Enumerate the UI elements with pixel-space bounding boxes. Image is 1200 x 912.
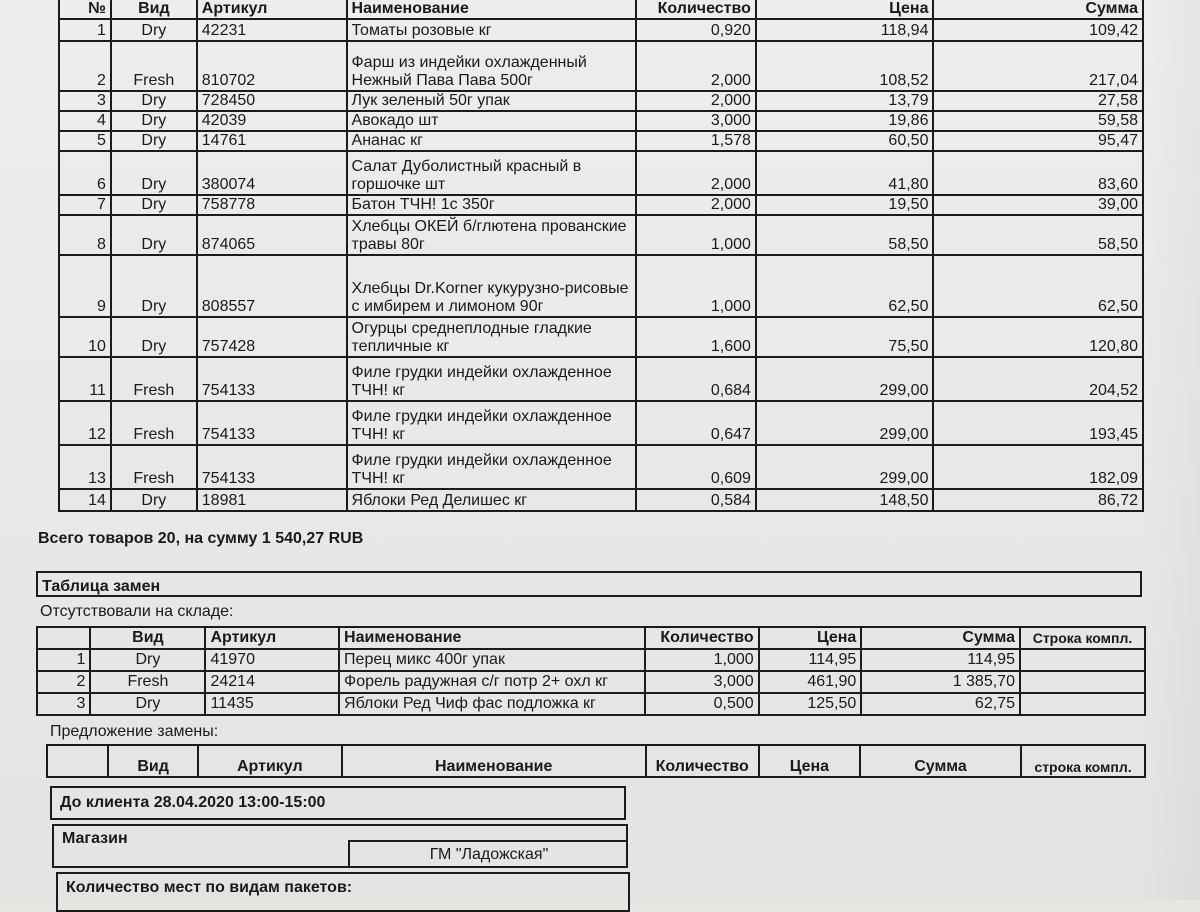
cell-price: 299,00 (756, 401, 934, 445)
cell-qty: 1,000 (636, 215, 756, 255)
cell-price: 19,86 (756, 111, 934, 131)
header-kind: Вид (108, 745, 198, 777)
cell-kind: Dry (111, 19, 197, 41)
cell-line (1020, 671, 1145, 693)
table-row (59, 19, 1143, 41)
cell-kind: Dry (111, 195, 197, 215)
cell-sum: 39,00 (933, 195, 1143, 215)
header-num (47, 745, 108, 777)
cell-article: 24214 (205, 671, 339, 693)
cell-price: 114,95 (759, 649, 862, 671)
cell-name: Ананас кг (347, 131, 636, 151)
cell-num: 12 (59, 401, 111, 445)
table-row (59, 131, 1143, 151)
cell-kind: Fresh (111, 357, 197, 401)
cell-price: 108,52 (756, 41, 934, 91)
paper-shadow (1140, 0, 1200, 900)
cell-article: 754133 (197, 401, 347, 445)
cell-price: 299,00 (756, 445, 934, 489)
cell-line (1020, 693, 1145, 715)
header-num: № (59, 0, 111, 19)
cell-qty: 1,000 (645, 649, 758, 671)
cell-sum: 83,60 (933, 151, 1143, 195)
table-header-row (47, 745, 1145, 777)
cell-price: 60,50 (756, 131, 934, 151)
cell-article: 42039 (197, 111, 347, 131)
cell-kind: Dry (111, 255, 197, 317)
cell-qty: 1,600 (636, 317, 756, 357)
cell-price: 19,50 (756, 195, 934, 215)
cell-sum: 193,45 (933, 401, 1143, 445)
cell-num: 10 (59, 317, 111, 357)
cell-num: 8 (59, 215, 111, 255)
header-line: Строка компл. (1020, 627, 1145, 649)
cell-kind: Dry (111, 131, 197, 151)
cell-kind: Dry (111, 215, 197, 255)
table-row (59, 317, 1143, 357)
cell-name: Батон ТЧН! 1с 350г (347, 195, 636, 215)
cell-name: Хлебцы Dr.Korner кукурузно-рисовые с имбирем и лимоном 90г (347, 255, 636, 317)
header-name: Наименование (339, 627, 645, 649)
cell-kind: Dry (111, 111, 197, 131)
cell-name: Яблоки Ред Делишес кг (347, 489, 636, 511)
cell-article: 41970 (205, 649, 339, 671)
cell-name: Филе грудки индейки охлажденное ТЧН! кг (347, 401, 636, 445)
cell-num: 7 (59, 195, 111, 215)
table-row (59, 445, 1143, 489)
cell-qty: 2,000 (636, 41, 756, 91)
cell-kind: Fresh (111, 401, 197, 445)
cell-article: 42231 (197, 19, 347, 41)
cell-sum: 114,95 (861, 649, 1020, 671)
cell-kind: Fresh (111, 41, 197, 91)
header-qty: Количество (646, 745, 759, 777)
cell-sum: 109,42 (933, 19, 1143, 41)
cell-name: Перец микс 400г упак (339, 649, 645, 671)
cell-article: 728450 (197, 91, 347, 111)
cell-qty: 3,000 (636, 111, 756, 131)
store-box (52, 824, 628, 868)
cell-qty: 0,920 (636, 19, 756, 41)
cell-article: 758778 (197, 195, 347, 215)
cell-price: 118,94 (756, 19, 934, 41)
cell-price: 58,50 (756, 215, 934, 255)
cell-kind: Dry (111, 151, 197, 195)
cell-sum: 58,50 (933, 215, 1143, 255)
absent-items-table (36, 626, 1146, 716)
cell-price: 461,90 (759, 671, 862, 693)
header-article: Артикул (205, 627, 339, 649)
cell-num: 9 (59, 255, 111, 317)
cell-article: 380074 (197, 151, 347, 195)
header-kind: Вид (111, 0, 197, 19)
header-sum: Сумма (933, 0, 1143, 19)
cell-num: 1 (37, 649, 90, 671)
table-row (37, 671, 1145, 693)
cell-num: 11 (59, 357, 111, 401)
cell-article: 754133 (197, 357, 347, 401)
order-items-table (58, 0, 1144, 512)
store-label: Магазин (62, 830, 128, 847)
cell-sum: 95,47 (933, 131, 1143, 151)
cell-price: 41,80 (756, 151, 934, 195)
cell-name: Филе грудки индейки охлажденное ТЧН! кг (347, 357, 636, 401)
cell-price: 62,50 (756, 255, 934, 317)
cell-price: 148,50 (756, 489, 934, 511)
cell-qty: 2,000 (636, 195, 756, 215)
cell-qty: 0,500 (645, 693, 758, 715)
cell-name: Лук зеленый 50г упак (347, 91, 636, 111)
table-row (59, 489, 1143, 511)
cell-name: Хлебцы ОКЕЙ б/глютена прованские травы 80г (347, 215, 636, 255)
cell-name: Авокадо шт (347, 111, 636, 131)
cell-qty: 0,684 (636, 357, 756, 401)
absent-label: Отсутствовали на складе: (40, 603, 234, 620)
cell-article: 757428 (197, 317, 347, 357)
cell-qty: 0,609 (636, 445, 756, 489)
cell-kind: Fresh (111, 445, 197, 489)
cell-name: Томаты розовые кг (347, 19, 636, 41)
cell-sum: 1 385,70 (861, 671, 1020, 693)
cell-qty: 3,000 (645, 671, 758, 693)
cell-name: Огурцы среднеплодные гладкие тепличные кг (347, 317, 636, 357)
cell-sum: 182,09 (933, 445, 1143, 489)
cell-qty: 2,000 (636, 151, 756, 195)
header-name: Наименование (342, 745, 646, 777)
cell-line (1020, 649, 1145, 671)
header-price: Цена (759, 627, 862, 649)
table-row (59, 91, 1143, 111)
table-row (59, 195, 1143, 215)
cell-num: 1 (59, 19, 111, 41)
cell-qty: 0,584 (636, 489, 756, 511)
cell-num: 6 (59, 151, 111, 195)
cell-kind: Dry (111, 489, 197, 511)
cell-sum: 27,58 (933, 91, 1143, 111)
cell-sum: 86,72 (933, 489, 1143, 511)
cell-article: 14761 (197, 131, 347, 151)
offer-table (46, 744, 1146, 778)
cell-qty: 2,000 (636, 91, 756, 111)
cell-article: 810702 (197, 41, 347, 91)
cell-sum: 62,75 (861, 693, 1020, 715)
table-row (59, 151, 1143, 195)
cell-qty: 1,578 (636, 131, 756, 151)
table-row (37, 693, 1145, 715)
cell-price: 125,50 (759, 693, 862, 715)
cell-article: 11435 (205, 693, 339, 715)
cell-article: 754133 (197, 445, 347, 489)
cell-num: 3 (37, 693, 90, 715)
table-row (59, 357, 1143, 401)
order-total: Всего товаров 20, на сумму 1 540,27 RUB (38, 530, 364, 547)
table-row (37, 649, 1145, 671)
header-price: Цена (756, 0, 934, 19)
header-article: Артикул (198, 745, 342, 777)
cell-num: 3 (59, 91, 111, 111)
header-price: Цена (759, 745, 860, 777)
header-name: Наименование (347, 0, 636, 19)
cell-qty: 1,000 (636, 255, 756, 317)
cell-article: 874065 (197, 215, 347, 255)
header-sum: Сумма (861, 627, 1020, 649)
cell-num: 2 (59, 41, 111, 91)
table-row (59, 255, 1143, 317)
header-kind: Вид (90, 627, 205, 649)
cell-price: 299,00 (756, 357, 934, 401)
cell-price: 13,79 (756, 91, 934, 111)
cell-price: 75,50 (756, 317, 934, 357)
header-line: строка компл. (1021, 745, 1145, 777)
cell-kind: Dry (111, 317, 197, 357)
cell-name: Фарш из индейки охлажденный Нежный Пава Пава 500г (347, 41, 636, 91)
header-article: Артикул (197, 0, 347, 19)
cell-name: Салат Дуболистный красный в горшочке шт (347, 151, 636, 195)
cell-article: 808557 (197, 255, 347, 317)
client-delivery-time: До клиента 28.04.2020 13:00-15:00 (50, 786, 626, 820)
cell-qty: 0,647 (636, 401, 756, 445)
cell-kind: Dry (111, 91, 197, 111)
cell-kind: Fresh (90, 671, 205, 693)
cell-num: 4 (59, 111, 111, 131)
cell-sum: 217,04 (933, 41, 1143, 91)
cell-kind: Dry (90, 649, 205, 671)
places-count: Количество мест по видам пакетов: (56, 872, 630, 912)
table-header-row (37, 627, 1145, 649)
cell-sum: 120,80 (933, 317, 1143, 357)
cell-name: Яблоки Ред Чиф фас подложка кг (339, 693, 645, 715)
cell-num: 14 (59, 489, 111, 511)
cell-num: 2 (37, 671, 90, 693)
cell-sum: 62,50 (933, 255, 1143, 317)
table-row (59, 215, 1143, 255)
cell-article: 18981 (197, 489, 347, 511)
cell-sum: 59,58 (933, 111, 1143, 131)
header-qty: Количество (636, 0, 756, 19)
cell-num: 5 (59, 131, 111, 151)
table-row (59, 111, 1143, 131)
header-num (37, 627, 90, 649)
cell-sum: 204,52 (933, 357, 1143, 401)
cell-num: 13 (59, 445, 111, 489)
offer-label: Предложение замены: (50, 723, 219, 740)
store-value: ГМ "Ладожская" (348, 840, 628, 868)
table-header-row (59, 0, 1143, 19)
table-row (59, 41, 1143, 91)
replacements-title: Таблица замен (36, 571, 1142, 597)
cell-name: Филе грудки индейки охлажденное ТЧН! кг (347, 445, 636, 489)
header-qty: Количество (645, 627, 758, 649)
cell-name: Форель радужная с/г потр 2+ охл кг (339, 671, 645, 693)
header-sum: Сумма (860, 745, 1021, 777)
cell-kind: Dry (90, 693, 205, 715)
table-row (59, 401, 1143, 445)
